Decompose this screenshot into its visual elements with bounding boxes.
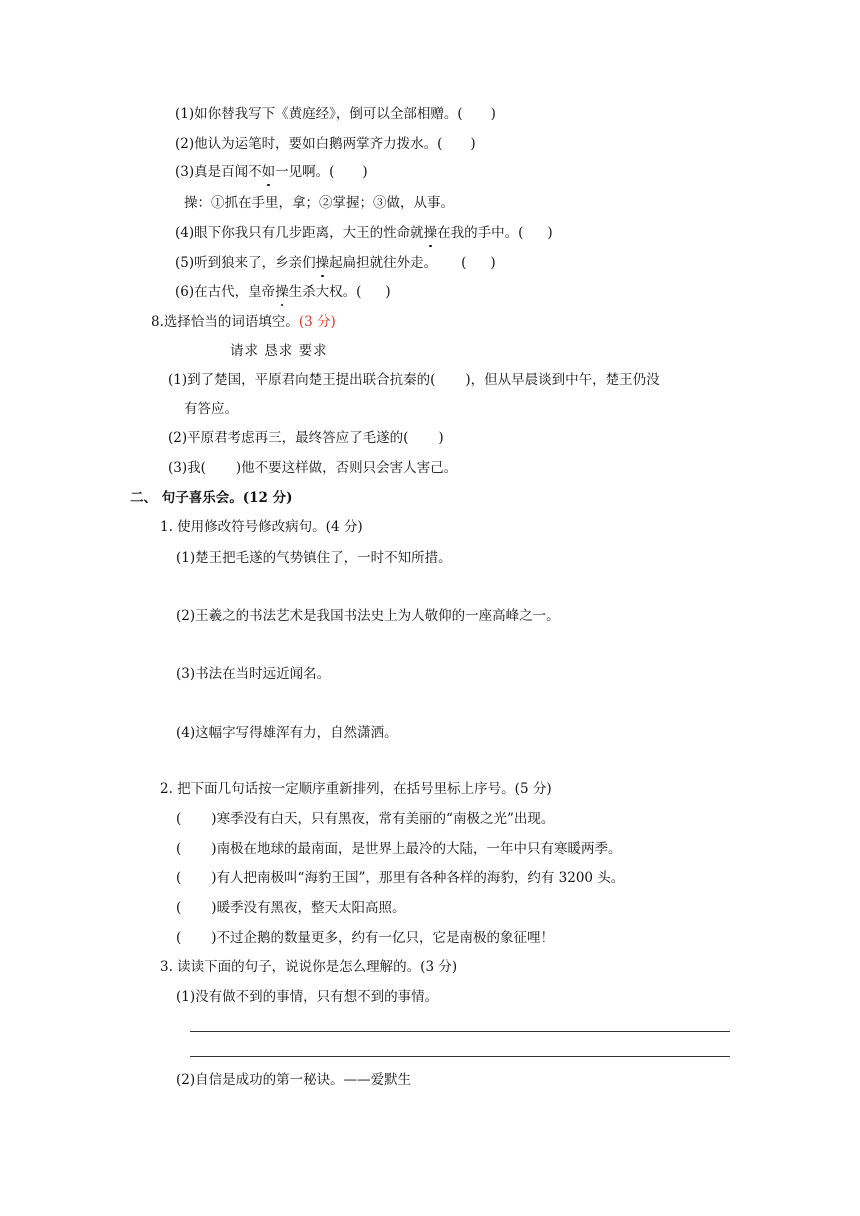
- q7-item-4: (4)眼下你我只有几步距离，大王的性命就操在我的手中。( ): [175, 225, 553, 241]
- item-text: 如你替我写下《黄庭经》，倒可以全部相赠。(: [194, 106, 463, 122]
- q8-item-1-continued: 有答应。: [184, 401, 238, 417]
- cao-definition: 操：①抓在手里，拿；②掌握；③做，从事。: [184, 195, 454, 211]
- s2-q2-item-2: ( )南极在地球的最南面，是世界上最冷的大陆，一年中只有寒暖两季。: [176, 841, 622, 857]
- section-2-title: 二、 句子喜乐会。(12 分): [130, 490, 293, 506]
- q8-item-1: (1)到了楚国，平原君向楚王提出联合抗秦的( )，但从早晨谈到中午，楚王仍没: [168, 372, 660, 388]
- item-label: (6): [175, 284, 195, 300]
- q7-item-1: (1)如你替我写下《黄庭经》，倒可以全部相赠。( ): [175, 106, 496, 122]
- item-label: (4): [175, 225, 195, 241]
- s2-q2-item-3: ( )有人把南极叫“海豹王国”，那里有各种各样的海豹，约有 3200 头。: [176, 870, 625, 886]
- item-text: 他认为运笔时，要如白鹅两掌齐力拨水。(: [194, 136, 443, 152]
- item-label: (2): [175, 136, 195, 152]
- answer-line[interactable]: [190, 1056, 730, 1057]
- s2-q1-item-3: (3)书法在当时远近闻名。: [176, 666, 331, 682]
- score-label: (3 分): [298, 314, 336, 330]
- s2-q2-title: 2. 把下面几句话按一定顺序重新排列，在括号里标上序号。(5 分): [160, 781, 552, 797]
- answer-line[interactable]: [190, 1031, 730, 1032]
- item-label: (3): [168, 460, 188, 476]
- word-bank: 请求 恳求 要求: [230, 343, 328, 359]
- dotted-char: 操: [423, 225, 438, 241]
- s2-q1-item-2: (2)王羲之的书法艺术是我国书法史上为人敬仰的一座高峰之一。: [176, 608, 560, 624]
- q8-item-3: (3)我( )他不要这样做，否则只会害人害己。: [168, 460, 458, 476]
- item-label: (1): [168, 372, 188, 388]
- item-label: (3): [175, 164, 195, 180]
- s2-q3-item-1: (1)没有做不到的事情，只有想不到的事情。: [176, 989, 439, 1005]
- q8-item-2: (2)平原君考虑再三，最终答应了毛遂的( ): [168, 430, 444, 446]
- q8-title: 8.选择恰当的词语填空。(3 分): [151, 314, 336, 330]
- dotted-char: 操: [315, 255, 330, 271]
- item-label: (1): [175, 106, 195, 122]
- q7-item-6: (6)在古代，皇帝操生杀大权。( ): [175, 284, 391, 300]
- s2-q1-item-1: (1)楚王把毛遂的气势镇住了，一时不知所措。: [176, 550, 452, 566]
- dotted-char: 操: [275, 284, 289, 300]
- s2-q1-item-4: (4)这幅字写得雄浑有力，自然潇洒。: [176, 725, 398, 741]
- s2-q2-item-5: ( )不过企鹅的数量更多，约有一亿只，它是南极的象征哩！: [176, 930, 555, 946]
- s2-q2-item-4: ( )暖季没有黑夜，整天太阳高照。: [176, 900, 406, 916]
- q7-item-5: (5)听到狼来了，乡亲们操起扁担就往外走。 ( ): [175, 255, 496, 271]
- s2-q1-title: 1. 使用修改符号修改病句。(4 分): [160, 519, 363, 535]
- s2-q2-item-1: ( )寒季没有白天，只有黑夜，常有美丽的“南极之光”出现。: [176, 811, 555, 827]
- s2-q3-item-2: (2)自信是成功的第一秘诀。——爱默生: [176, 1072, 412, 1088]
- q7-item-2: (2)他认为运笔时，要如白鹅两掌齐力拨水。( ): [175, 136, 476, 152]
- dotted-char: 如: [261, 164, 276, 180]
- item-label: (2): [168, 430, 188, 446]
- q7-item-3: (3)真是百闻不如一见啊。( ): [175, 164, 368, 180]
- s2-q3-title: 3. 读读下面的句子，说说你是怎么理解的。(3 分): [160, 959, 458, 975]
- item-label: (5): [175, 255, 195, 271]
